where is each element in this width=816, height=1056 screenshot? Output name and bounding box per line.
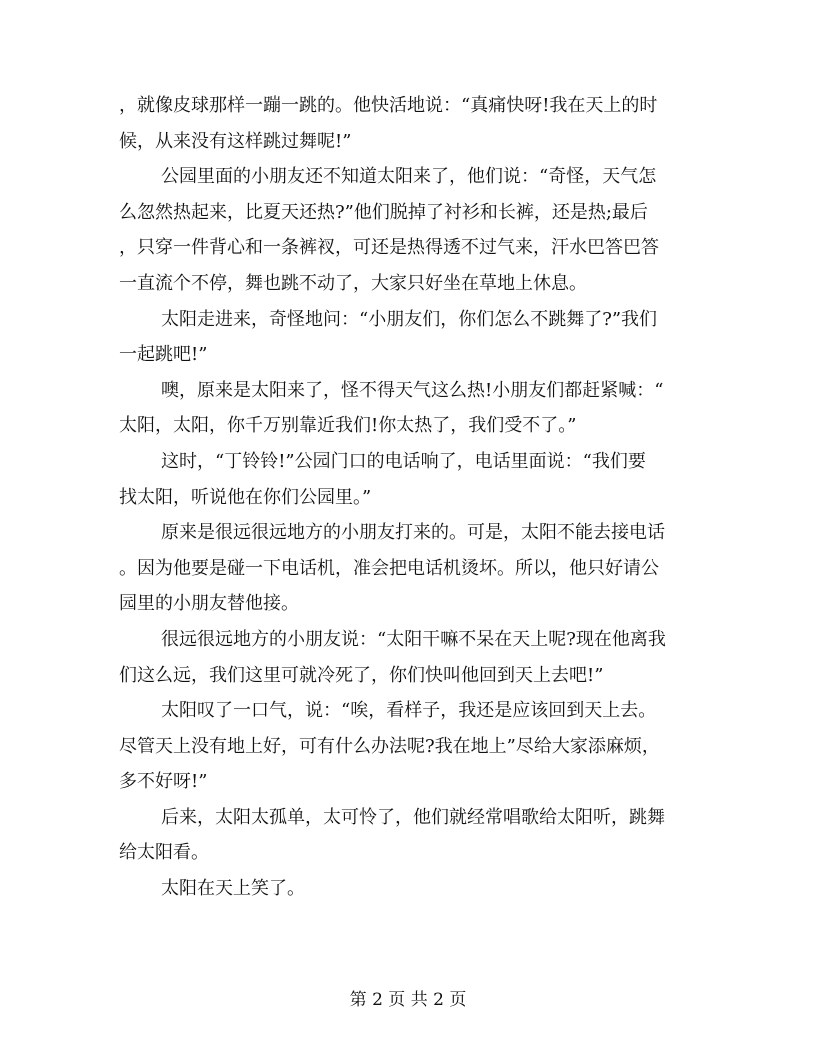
paragraph-start-line: 原来是很远很远地方的小朋友打来的。可是，太阳不能去接电话 (161, 522, 665, 544)
paragraph-start-line: 这时，“丁铃铃!”公园门口的电话响了，电话里面说：“我们要 (161, 450, 646, 472)
text-line: 候，从来没有这样跳过舞呢!” (119, 130, 352, 152)
story-body (119, 88, 699, 907)
text-line: 一起跳吧!” (119, 344, 208, 366)
paragraph-start-line: 公园里面的小朋友还不知道太阳来了，他们说：“奇怪，天气怎 (161, 166, 657, 188)
paragraph-start-line: 太阳在天上笑了。 (161, 878, 305, 900)
text-line: 园里的小朋友替他接。 (119, 593, 299, 615)
text-line: 尽管天上没有地上好，可有什么办法呢?我在地上”尽给大家添麻烦， (119, 735, 660, 757)
text-line: 多不好呀!” (119, 771, 208, 793)
text-line: 给太阳看。 (119, 842, 209, 864)
paragraph-start-line: 噢，原来是太阳来了，怪不得天气这么热!小朋友们都赶紧喊：“ (161, 379, 664, 401)
text-line: 们这么远，我们这里可就冷死了，你们快叫他回到天上去吧!” (119, 664, 604, 686)
paragraph-start-line: 太阳走进来，奇怪地问：“小朋友们，你们怎么不跳舞了?”我们 (161, 308, 658, 330)
text-line: ，就像皮球那样一蹦一跳的。他快活地说：“真痛快呀!我在天上的时 (119, 95, 658, 116)
text-line: 一直流个不停，舞也跳不动了，大家只好坐在草地上休息。 (119, 272, 587, 294)
text-line: 。因为他要是碰一下电话机，准会把电话机烫坏。所以，他只好请公 (119, 557, 659, 579)
text-line: 么忽然热起来，比夏天还热?”他们脱掉了衬衫和长裤，还是热;最后 (119, 201, 648, 223)
page-footer: 第 2 页 共 2 页 (349, 990, 467, 1010)
text-line: ，只穿一件背心和一条裤衩，可还是热得透不过气来，汗水巴答巴答 (119, 237, 659, 259)
paragraph-start-line: 很远很远地方的小朋友说：“太阳干嘛不呆在天上呢?现在他离我 (161, 628, 666, 650)
text-line: 找太阳，听说他在你们公园里。” (119, 486, 372, 508)
text-line: 太阳，太阳，你千万别靠近我们!你太热了，我们受不了。” (119, 415, 577, 437)
paragraph-start-line: 太阳叹了一口气，说：“唉，看样子，我还是应该回到天上去。 (161, 700, 657, 722)
paragraph-start-line: 后来，太阳太孤单，太可怜了，他们就经常唱歌给太阳听，跳舞 (161, 806, 665, 828)
